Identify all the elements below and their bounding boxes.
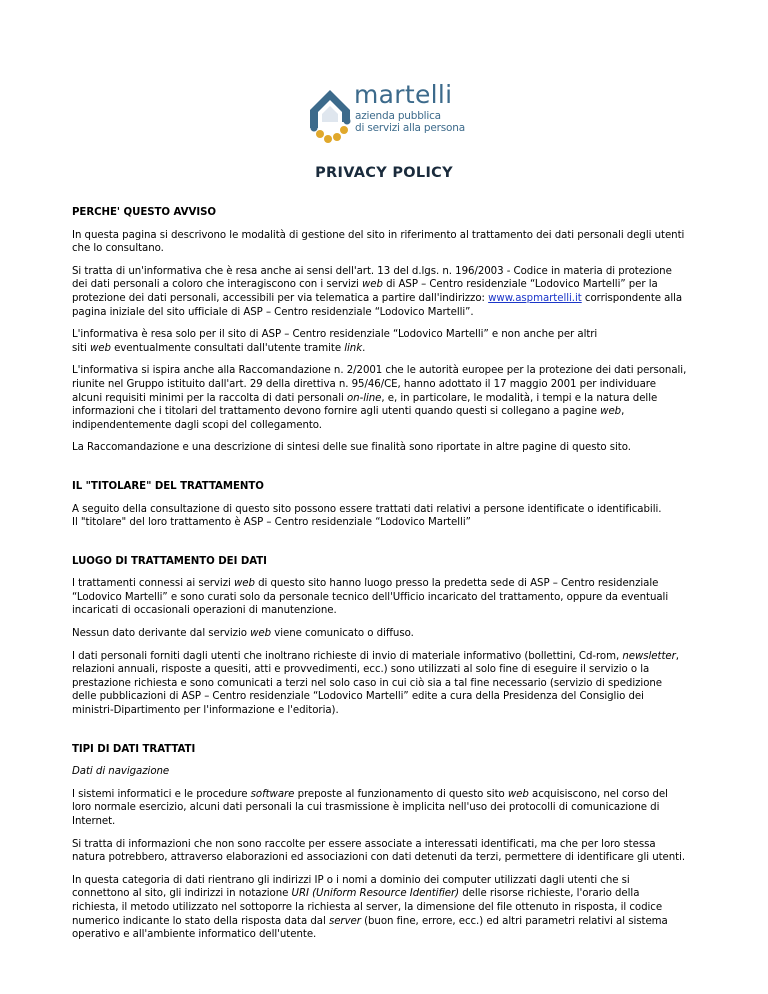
page-title: PRIVACY POLICY [315,165,453,181]
logo-tagline-2: di servizi alla persona [355,122,465,134]
logo-name: martelli [354,80,453,109]
paragraph: In questa pagina si descrivono le modalità di gestione del sito in riferimento al trattamento dei dati personali degli utenti che lo consultano. [72,229,685,255]
paragraph: A seguito della consultazione di questo sito possono essere trattati dati relativi a persone identificate o identificabili. Il "titolare" del loro trattamento è ASP – Centro residenziale “Lodovico Martelli” [72,503,662,529]
paragraph: I dati personali forniti dagli utenti che inoltrano richieste di invio di materiale informativo (bollettini, Cd-rom, newsletter, relazioni annuali, risposte a quesiti, atti e provvedimenti, ecc.) sono utilizzati al solo fine di eseguire il servizio o la prestazione richiesta e sono comunicati a terzi nel solo caso in cui ciò sia a tal fine necessario (servizio di spedizione delle pubblicazioni di ASP – Centro residenziale “Lodovico Martelli” edite a cura della Presidenza del Consiglio dei ministri-Dipartimento per l'informazione e l'editoria). [72,650,679,717]
paragraph: La Raccomandazione e una descrizione di sintesi delle sue finalità sono riportate in altre pagine di questo sito. [72,442,631,454]
logo-tagline-1: azienda pubblica [355,110,441,122]
paragraph: I trattamenti connessi ai servizi web di questo sito hanno luogo presso la predetta sede di ASP – Centro residenziale “Lodovico Martelli” e sono curati solo da personale tecnico dell'Ufficio incaricato del trattamento, oppure da eventuali incaricati di occasionali operazioni di manutenzione. [72,578,669,617]
paragraph: Si tratta di un'informativa che è resa anche ai sensi dell'art. 13 del d.lgs. n. 196/2003 - Codice in materia di protezione dei dati personali a coloro che interagiscono con i servizi web di ASP – Centro residenziale “Lodovico Martelli” per la protezione dei dati personali, accessibili per via telematica a partire dall'indirizzo: www.aspmartelli.it corrispondente alla pagina iniziale del sito ufficiale di ASP – Centro residenziale “Lodovico Martelli”. [72,265,683,318]
section-heading-titolare: IL "TITOLARE" DEL TRATTAMENTO [72,480,264,492]
logo [306,80,486,146]
section-heading-tipi: TIPI DI DATI TRATTATI [72,743,196,755]
paragraph: Si tratta di informazioni che non sono raccolte per essere associate a interessati identificati, ma che per loro stessa natura potrebbero, attraverso elaborazioni ed associazioni con dati detenuti da terzi, permettere di identificare gli utenti. [72,838,686,864]
section-heading-luogo: LUOGO DI TRATTAMENTO DEI DATI [72,555,267,567]
paragraph: In questa categoria di dati rientrano gli indirizzi IP o i nomi a dominio dei computer utilizzati dagli utenti che si connettono al sito, gli indirizzi in notazione URI (Uniform Resource Identifier) delle risorse richieste, l'orario della richiesta, il metodo utilizzato nel sottoporre la richiesta al server, la dimensione del file ottenuto in risposta, il codice numerico indicante lo stato della risposta data dal server (buon fine, errore, ecc.) ed altri parametri relativi al sistema operativo e all'ambiente informatico dell'utente. [72,874,668,941]
paragraph: Nessun dato derivante dal servizio web viene comunicato o diffuso. [72,628,414,640]
paragraph: I sistemi informatici e le procedure software preposte al funzionamento di questo sito web acquisiscono, nel corso del loro normale esercizio, alcuni dati personali la cui trasmissione è implicita nell'uso dei protocolli di comunicazione di Internet. [72,788,668,827]
document-body [72,206,688,951]
subheading: Dati di navigazione [72,766,170,778]
section-heading-perche: PERCHE' QUESTO AVVISO [72,207,216,218]
paragraph: L'informativa si ispira anche alla Raccomandazione n. 2/2001 che le autorità europee per la protezione dei dati personali, riunite nel Gruppo istituito dall'art. 29 della direttiva n. 95/46/CE, hanno adottato il 17 maggio 2001 per individuare alcuni requisiti minimi per la raccolta di dati personali on-line, e, in particolare, le modalità, i tempi e la natura delle informazioni che i titolari del trattamento devono fornire agli utenti quando questi si collegano a pagine web, indipendentemente dagli scopi del collegamento. [72,365,687,431]
website-link[interactable]: www.aspmartelli.it [488,292,582,304]
paragraph: L'informativa è resa solo per il sito di ASP – Centro residenziale “Lodovico Martelli” e non anche per altri siti web eventualmente consultati dall'utente tramite link. [72,329,598,354]
house-gear-icon [306,84,356,146]
